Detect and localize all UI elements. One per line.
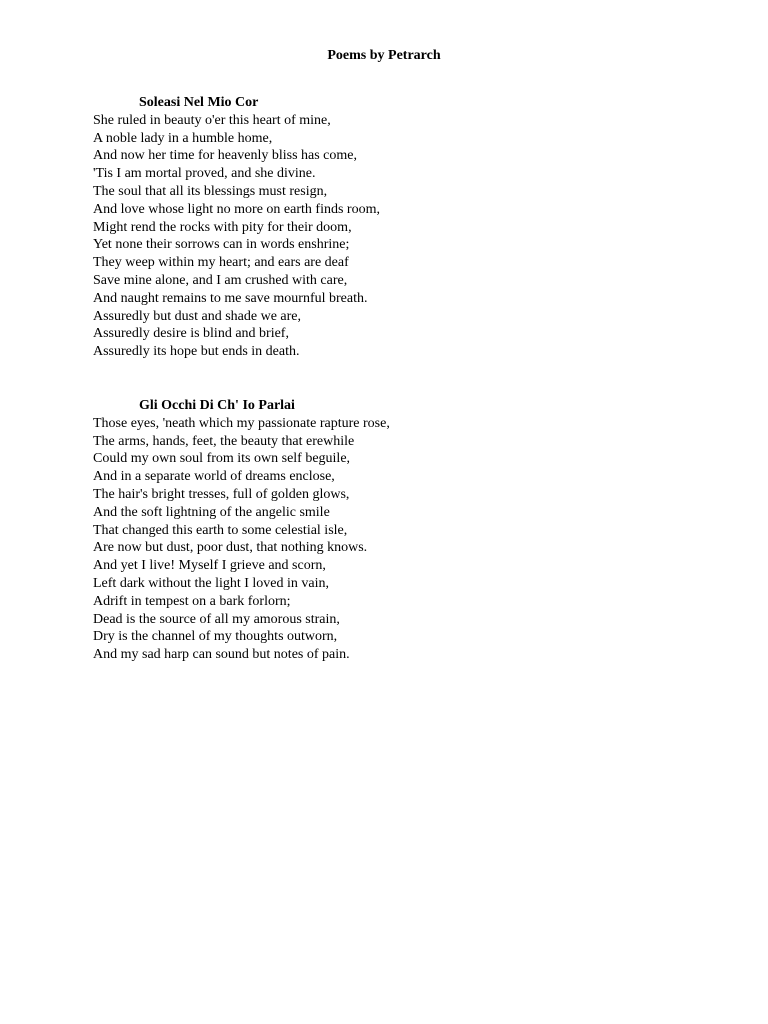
poem-line: Left dark without the light I loved in vain, — [93, 575, 330, 591]
poem-line: Save mine alone, and I am crushed with care, — [93, 272, 348, 288]
poem-line: Assuredly desire is blind and brief, — [93, 326, 289, 342]
poem-line: They weep within my heart; and ears are deaf — [93, 255, 349, 271]
poem-line: A noble lady in a humble home, — [93, 130, 273, 146]
poem-gli-occhi-di-ch-io-parlai — [93, 397, 693, 664]
poem-line: Dry is the channel of my thoughts outworn, — [93, 629, 338, 645]
poem-line: And now her time for heavenly bliss has come, — [93, 148, 357, 164]
poem-soleasi-nel-mio-cor — [93, 94, 693, 361]
poem-line: 'Tis I am mortal proved, and she divine. — [93, 166, 316, 182]
poem-line: Adrift in tempest on a bark forlorn; — [93, 593, 291, 609]
poem-line: The arms, hands, feet, the beauty that erewhile — [93, 433, 355, 449]
poem-line: And my sad harp can sound but notes of pain. — [93, 647, 350, 663]
poem-line: Those eyes, 'neath which my passionate rapture rose, — [93, 415, 390, 431]
poem-lines — [93, 415, 693, 664]
poem-line: Yet none their sorrows can in words enshrine; — [93, 237, 350, 253]
poem-line: Dead is the source of all my amorous strain, — [93, 611, 340, 627]
poem-title: Soleasi Nel Mio Cor — [139, 95, 259, 110]
poem-line: And in a separate world of dreams enclose, — [93, 469, 335, 485]
poem-line: The hair's bright tresses, full of golden glows, — [93, 486, 350, 502]
document-title: Poems by Petrarch — [327, 48, 441, 63]
poem-line: And naught remains to me save mournful breath. — [93, 290, 368, 306]
poem-title: Gli Occhi Di Ch' Io Parlai — [139, 398, 295, 413]
poem-line: And the soft lightning of the angelic smile — [93, 504, 330, 520]
poem-line: That changed this earth to some celestial isle, — [93, 522, 348, 538]
poem-line: The soul that all its blessings must resign, — [93, 183, 328, 199]
poem-line: She ruled in beauty o'er this heart of mine, — [93, 112, 331, 128]
poem-lines — [93, 112, 693, 361]
poem-line: Might rend the rocks with pity for their doom, — [93, 219, 352, 235]
poem-line: Assuredly its hope but ends in death. — [93, 344, 300, 360]
poem-line: Could my own soul from its own self beguile, — [93, 451, 351, 467]
poem-line: Are now but dust, poor dust, that nothing knows. — [93, 540, 368, 556]
poem-line: And yet I live! Myself I grieve and scorn, — [93, 558, 326, 574]
poem-line: Assuredly but dust and shade we are, — [93, 308, 302, 324]
poem-line: And love whose light no more on earth finds room, — [93, 201, 380, 217]
